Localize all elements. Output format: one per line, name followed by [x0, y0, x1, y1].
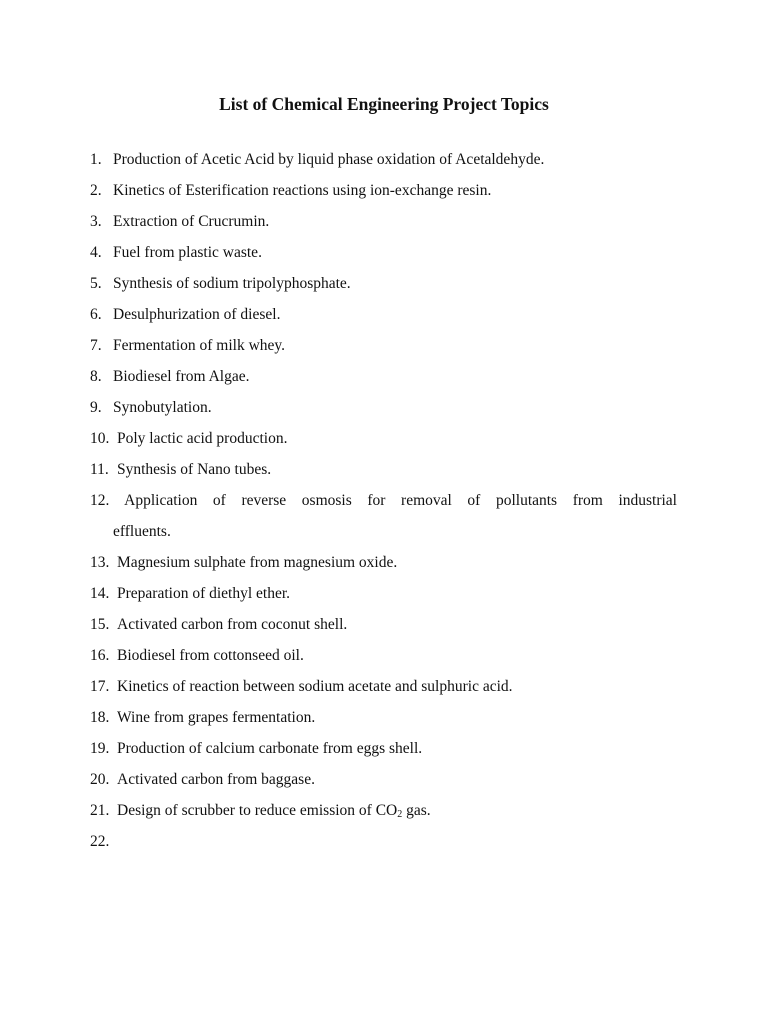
- item-text: Preparation of diethyl ether.: [117, 585, 291, 602]
- item-number: 12.: [90, 492, 110, 509]
- item-text-before: Design of scrubber to reduce emission of CO: [117, 802, 398, 819]
- list-item: [90, 702, 677, 733]
- list-item: [90, 640, 677, 671]
- item-number: 10.: [90, 430, 110, 447]
- item-number: 8.: [90, 368, 102, 385]
- item-number: 2.: [90, 182, 102, 199]
- item-text: Fermentation of milk whey.: [113, 337, 286, 354]
- item-number: 18.: [90, 709, 110, 726]
- item-number: 15.: [90, 616, 110, 633]
- item-text: Poly lactic acid production.: [117, 430, 288, 447]
- item-number: 22.: [90, 833, 110, 850]
- item-number: 6.: [90, 306, 102, 323]
- item-number: 19.: [90, 740, 110, 757]
- topic-list: [90, 144, 677, 857]
- list-item: [90, 485, 677, 547]
- item-number: 11.: [90, 461, 109, 478]
- document-title: List of Chemical Engineering Project Topics: [219, 94, 549, 114]
- list-item: [90, 423, 677, 454]
- list-item: [90, 609, 677, 640]
- item-text-after: gas.: [402, 802, 431, 819]
- list-item: [90, 795, 677, 826]
- list-item: [90, 826, 677, 857]
- list-item: [90, 547, 677, 578]
- list-item: [90, 671, 677, 702]
- item-number: 14.: [90, 585, 110, 602]
- item-number: 4.: [90, 244, 102, 261]
- item-text: Kinetics of Esterification reactions using ion-exchange resin.: [113, 182, 492, 199]
- item-text: Magnesium sulphate from magnesium oxide.: [117, 554, 398, 571]
- item-text: Extraction of Crucrumin.: [113, 213, 270, 230]
- item-text: Biodiesel from cottonseed oil.: [117, 647, 304, 664]
- item-text: Production of calcium carbonate from eggs shell.: [117, 740, 423, 757]
- list-item: [90, 454, 677, 485]
- list-item: [90, 578, 677, 609]
- item-number: 7.: [90, 337, 102, 354]
- item-number: 13.: [90, 554, 110, 571]
- item-number: 16.: [90, 647, 110, 664]
- item-text: Desulphurization of diesel.: [113, 306, 281, 323]
- item-text: Activated carbon from baggase.: [117, 771, 315, 788]
- item-text: Synobutylation.: [113, 399, 212, 416]
- item-first-line: [90, 485, 677, 516]
- item-number: 5.: [90, 275, 102, 292]
- list-item: [90, 392, 677, 423]
- item-number: 1.: [90, 151, 102, 168]
- item-text: Biodiesel from Algae.: [113, 368, 250, 385]
- list-item: [90, 733, 677, 764]
- list-item: [90, 361, 677, 392]
- list-item: [90, 237, 677, 268]
- list-item: [90, 330, 677, 361]
- list-item: [90, 144, 677, 175]
- item-text: Activated carbon from coconut shell.: [117, 616, 348, 633]
- item-number: 9.: [90, 399, 102, 416]
- item-text: Synthesis of Nano tubes.: [117, 461, 272, 478]
- item-text-line2: effluents.: [113, 523, 171, 540]
- item-number: 3.: [90, 213, 102, 230]
- list-item: [90, 764, 677, 795]
- list-item: [90, 299, 677, 330]
- item-text: Production of Acetic Acid by liquid phase oxidation of Acetaldehyde.: [113, 151, 545, 168]
- item-number: 17.: [90, 678, 110, 695]
- item-text: Fuel from plastic waste.: [113, 244, 262, 261]
- item-text: Wine from grapes fermentation.: [117, 709, 316, 726]
- item-text: Kinetics of reaction between sodium acetate and sulphuric acid.: [117, 678, 513, 695]
- list-item: [90, 206, 677, 237]
- item-number: 21.: [90, 802, 110, 819]
- list-item: [90, 268, 677, 299]
- item-number: 20.: [90, 771, 110, 788]
- subscript-two: 2: [397, 809, 403, 820]
- list-item: [90, 175, 677, 206]
- item-text-line1: Application of reverse osmosis for removal of pollutants from industrial: [124, 492, 677, 509]
- item-text: Synthesis of sodium tripolyphosphate.: [113, 275, 351, 292]
